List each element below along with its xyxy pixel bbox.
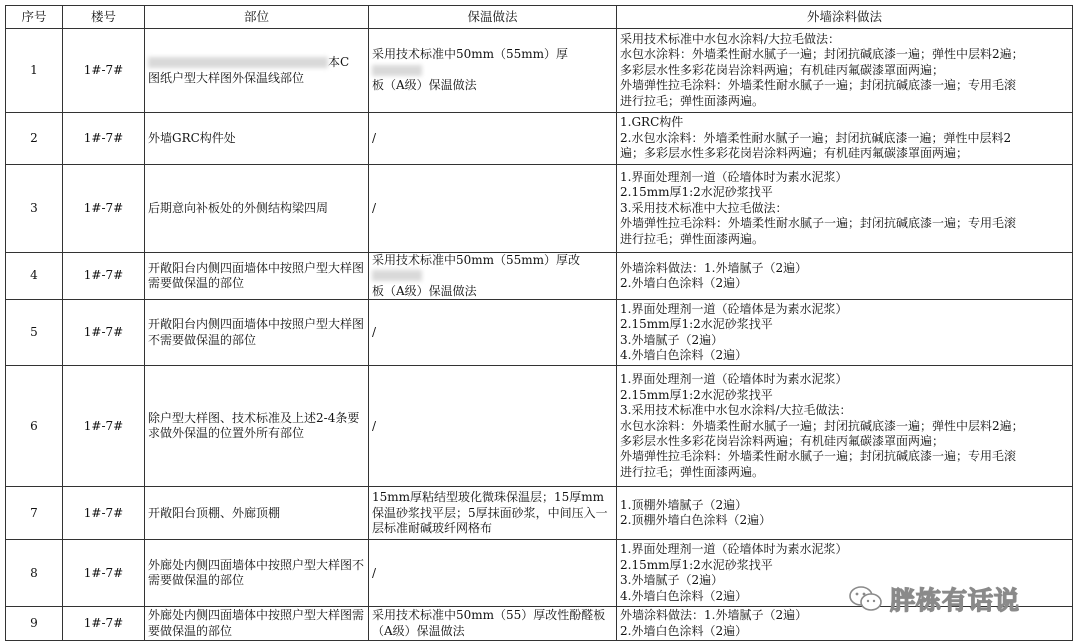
cell-insulation — [369, 607, 617, 641]
cell-location — [145, 253, 369, 300]
wall-coating-line: 1.界面处理剂一道（砼墙体时为素水泥浆） — [620, 169, 848, 184]
wall-coating-line: 3.外墙腻子（2遍） — [620, 332, 724, 347]
watermark-text: 胖栋有话说 — [890, 586, 1021, 615]
cell-wall-coating — [617, 300, 1073, 366]
header-building: 楼号 — [63, 6, 145, 29]
wall-coating-line: 水包水涂料：外墙柔性耐水腻子一遍；封闭抗碱底漆一遍；弹性中层料2遍； — [620, 418, 1024, 433]
location-text: 开敞阳台内侧四面墙体中按照户型大样图不需要做保温的部位 — [148, 317, 365, 347]
cell-building: 1#-7# — [63, 607, 145, 641]
table-header — [6, 6, 1073, 29]
cell-location — [145, 29, 369, 113]
cell-location — [145, 540, 369, 607]
cell-building: 1#-7# — [63, 165, 145, 253]
cell-building: 1#-7# — [63, 487, 145, 540]
wall-coating-line: 水包水涂料：外墙柔性耐水腻子一遍；封闭抗碱底漆一遍；弹性中层料2遍； — [620, 47, 1024, 62]
wall-coating-line: 2.外墙白色涂料（2遍） — [620, 623, 748, 638]
location-text: 外廊处内侧四面墙体中按照户型大样图不需要做保温的部位 — [148, 557, 365, 588]
cell-building: 1#-7# — [63, 300, 145, 366]
header-insulation: 保温做法 — [369, 6, 617, 29]
cell-location — [145, 487, 369, 540]
cell-no: 8 — [6, 540, 63, 607]
location-text: 除户型大样图、技术标准及上述2-4条要求做外保温的位置外所有部位 — [148, 410, 360, 441]
insulation-text: 采用技术标准中50mm（55mm）厚 — [372, 47, 569, 62]
wall-coating-line: 外墙涂料做法：1.外墙腻子（2遍） — [620, 260, 808, 275]
wall-coating-line: 1.GRC构件 — [620, 115, 684, 130]
location-text: 外廊处内侧四面墙体中按照户型大样图需要做保温的部位 — [148, 608, 365, 638]
wall-coating-line: 2.15mm厚1:2水泥砂浆找平 — [620, 317, 773, 332]
location-text: 图纸户型大样图外保温线部位 — [148, 70, 305, 85]
cell-location — [145, 607, 369, 641]
wall-coating-line: 外墙涂料做法：1.外墙腻子（2遍） — [620, 608, 808, 623]
insulation-text: / — [372, 418, 377, 433]
redacted-text — [148, 57, 328, 68]
cell-no: 6 — [6, 366, 63, 487]
insulation-text: 采用技术标准中50mm（55）厚改性酚醛板（A级）保温做法 — [372, 608, 606, 638]
cell-no: 5 — [6, 300, 63, 366]
wall-coating-line: 1.顶棚外墙腻子（2遍） — [620, 497, 748, 512]
cell-building: 1#-7# — [63, 366, 145, 487]
wall-coating-line: 3.采用技术标准中大拉毛做法： — [620, 200, 788, 215]
wall-coating-line: 2.顶棚外墙白色涂料（2遍） — [620, 513, 772, 528]
watermark — [848, 581, 1020, 617]
cell-location — [145, 113, 369, 165]
table-row — [6, 165, 1073, 253]
header-no: 序号 — [6, 6, 63, 29]
wall-coating-line: 进行拉毛；弹性面漆两遍。 — [620, 93, 765, 108]
cell-insulation — [369, 29, 617, 113]
cell-no: 1 — [6, 29, 63, 113]
cell-wall-coating — [617, 29, 1073, 113]
table-row — [6, 300, 1073, 366]
header-location: 部位 — [145, 6, 369, 29]
cell-location — [145, 165, 369, 253]
wall-coating-line: 进行拉毛；弹性面漆两遍。 — [620, 464, 765, 479]
wall-coating-line: 3.外墙腻子（2遍） — [620, 573, 724, 588]
cell-insulation — [369, 253, 617, 300]
wall-coating-line: 2.水包水涂料：外墙柔性耐水腻子一遍；封闭抗碱底漆一遍；弹性中层料2 — [620, 130, 1012, 145]
wall-coating-line: 2.外墙白色涂料（2遍） — [620, 276, 748, 291]
insulation-text: 采用技术标准中50mm（55mm）厚改 — [372, 253, 581, 267]
wall-coating-line: 2.15mm厚1:2水泥砂浆找平 — [620, 387, 773, 402]
cell-wall-coating — [617, 487, 1073, 540]
table-row — [6, 253, 1073, 300]
location-text: 后期意向补板处的外侧结构梁四周 — [148, 200, 329, 215]
wall-coating-line: 多彩层水性多彩花岗岩涂料两遍；有机硅丙氟碳漆罩面两遍； — [620, 433, 945, 448]
cell-insulation — [369, 366, 617, 487]
construction-table — [5, 5, 1073, 641]
insulation-text: 15mm厚粘结型玻化微珠保温层；15厚mm保温砂浆找平层；5厚抹面砂浆，中间压入一层标准耐碱玻纤网格布 — [372, 490, 608, 535]
cell-no: 7 — [6, 487, 63, 540]
cell-insulation — [369, 165, 617, 253]
redacted-text — [372, 65, 422, 76]
wall-coating-line: 1.界面处理剂一道（砼墙体是为素水泥浆） — [620, 301, 848, 316]
location-text: 开敞阳台内侧四面墙体中按照户型大样图需要做保温的部位 — [148, 260, 365, 291]
location-prefix: 本C — [328, 55, 350, 70]
cell-location — [145, 366, 369, 487]
redacted-text — [372, 270, 422, 281]
wechat-icon — [848, 584, 884, 614]
table-row — [6, 113, 1073, 165]
insulation-text: / — [372, 200, 377, 215]
table-row — [6, 487, 1073, 540]
wall-coating-line: 1.界面处理剂一道（砼墙体时为素水泥浆） — [620, 542, 848, 557]
wall-coating-line: 4.外墙白色涂料（2遍） — [620, 588, 748, 603]
cell-insulation — [369, 300, 617, 366]
cell-no: 3 — [6, 165, 63, 253]
wall-coating-line: 1.界面处理剂一道（砼墙体时为素水泥浆） — [620, 372, 848, 387]
cell-wall-coating — [617, 165, 1073, 253]
cell-wall-coating — [617, 366, 1073, 487]
insulation-text: / — [372, 130, 377, 145]
wall-coating-line: 4.外墙白色涂料（2遍） — [620, 348, 748, 363]
cell-no: 9 — [6, 607, 63, 641]
wall-coating-line: 外墙弹性拉毛涂料：外墙柔性耐水腻子一遍；封闭抗碱底漆一遍；专用毛滚 — [620, 78, 1017, 93]
wall-coating-line: 2.15mm厚1:2水泥砂浆找平 — [620, 185, 773, 200]
wall-coating-line: 2.15mm厚1:2水泥砂浆找平 — [620, 557, 773, 572]
wall-coating-line: 遍；多彩层水性多彩花岗岩涂料两遍；有机硅丙氟碳漆罩面两遍； — [620, 146, 969, 161]
wall-coating-line: 3.采用技术标准中水包水涂料/大拉毛做法： — [620, 403, 852, 418]
cell-wall-coating — [617, 113, 1073, 165]
cell-insulation — [369, 487, 617, 540]
insulation-text: / — [372, 325, 377, 340]
header-wall-coating: 外墙涂料做法 — [617, 6, 1073, 29]
location-text: 外墙GRC构件处 — [148, 130, 236, 145]
cell-building: 1#-7# — [63, 540, 145, 607]
wall-coating-line: 进行拉毛；弹性面漆两遍。 — [620, 231, 765, 246]
wall-coating-line: 外墙弹性拉毛涂料：外墙柔性耐水腻子一遍；封闭抗碱底漆一遍；专用毛滚 — [620, 449, 1017, 464]
cell-insulation — [369, 113, 617, 165]
cell-building: 1#-7# — [63, 253, 145, 300]
cell-building: 1#-7# — [63, 29, 145, 113]
cell-no: 4 — [6, 253, 63, 300]
cell-no: 2 — [6, 113, 63, 165]
cell-building: 1#-7# — [63, 113, 145, 165]
wall-coating-line: 外墙弹性拉毛涂料：外墙柔性耐水腻子一遍；封闭抗碱底漆一遍；专用毛滚 — [620, 216, 1017, 231]
cell-insulation — [369, 540, 617, 607]
table-row — [6, 366, 1073, 487]
location-text: 开敞阳台顶棚、外廊顶棚 — [148, 505, 281, 520]
insulation-text-cont: 板（A级）保温做法 — [372, 283, 477, 298]
wall-coating-line: 多彩层水性多彩花岗岩涂料两遍；有机硅丙氟碳漆罩面两遍； — [620, 62, 945, 77]
insulation-text-cont: 板（A级）保温做法 — [372, 78, 477, 93]
table-row — [6, 29, 1073, 113]
wall-coating-line: 采用技术标准中水包水涂料/大拉毛做法： — [620, 31, 841, 46]
insulation-text: / — [372, 565, 377, 580]
cell-wall-coating — [617, 253, 1073, 300]
cell-location — [145, 300, 369, 366]
